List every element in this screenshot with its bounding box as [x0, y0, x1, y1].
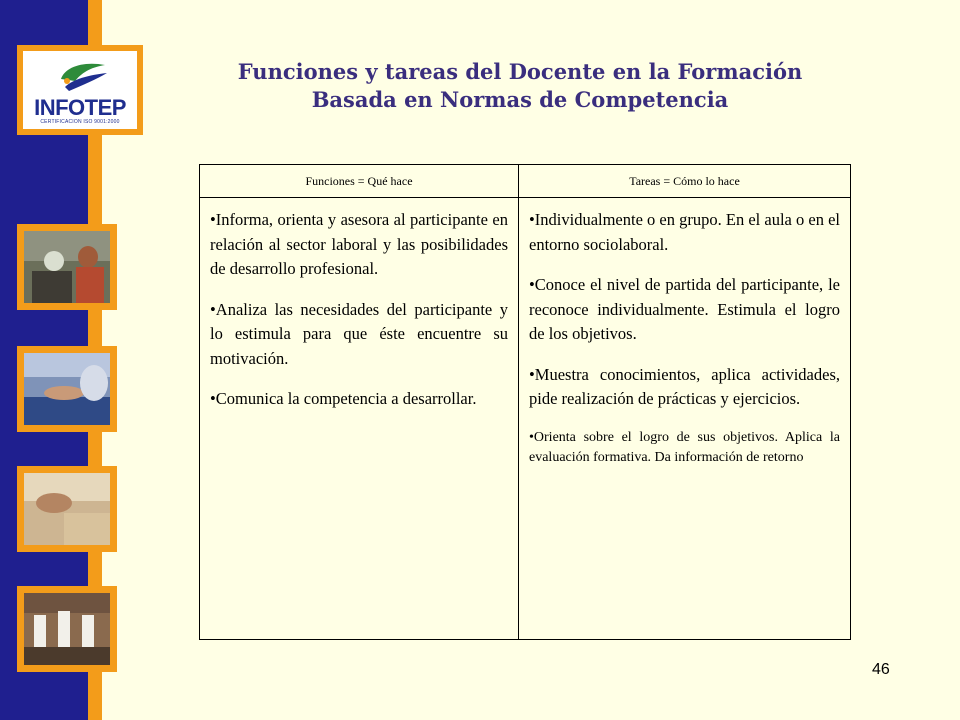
photo-carpentry — [17, 466, 117, 552]
page-title — [150, 58, 890, 114]
photo-crafting — [17, 346, 117, 432]
list-item: •Comunica la competencia a desarrollar. — [210, 389, 477, 408]
infotep-logo — [17, 45, 143, 135]
carpentry-photo — [24, 473, 110, 545]
functions-tasks-table — [199, 164, 851, 640]
list-item: •Conoce el nivel de partida del participante, le reconoce individualmente. Estimula el logro de los objetivos. — [529, 275, 840, 343]
photo-chefs — [17, 586, 117, 672]
bullet-icon: • — [529, 364, 535, 384]
chefs-kitchen-photo — [24, 593, 110, 665]
globe-icon — [53, 57, 113, 97]
welding-worker-photo — [24, 231, 110, 303]
bullet-icon: • — [529, 429, 534, 445]
bullet-icon: • — [210, 299, 216, 319]
table-body-row — [200, 198, 851, 640]
page-number: 46 — [872, 661, 890, 678]
tasks-cell — [519, 198, 851, 640]
bullet-icon: • — [210, 389, 216, 408]
bullet-icon: • — [529, 275, 535, 294]
functions-cell — [200, 198, 519, 640]
list-item: •Analiza las necesidades del participante y lo estimula para que éste encuentre su motivación. — [210, 299, 508, 368]
logo-subtitle: CERTIFICACION ISO 9001:2000 — [40, 119, 120, 125]
title-line-1: Funciones y tareas del Docente en la Formación — [237, 59, 803, 84]
bullet-icon: • — [210, 210, 216, 229]
list-item: •Individualmente o en grupo. En el aula o en el entorno sociolaboral. — [529, 210, 840, 254]
header-tasks: Tareas = Cómo lo hace — [519, 165, 851, 198]
logo-panel — [23, 51, 137, 129]
title-line-2: Basada en Normas de Competencia — [311, 87, 729, 112]
bullet-icon: • — [529, 210, 535, 229]
list-item: •Informa, orienta y asesora al participante en relación al sector laboral y las posibilidades de desarrollo profesional. — [210, 210, 508, 278]
list-item: •Muestra conocimientos, aplica actividades, pide realización de prácticas y ejercicios. — [529, 364, 840, 408]
table-header-row — [200, 165, 851, 198]
photo-welding — [17, 224, 117, 310]
hands-crafting-photo — [24, 353, 110, 425]
list-item: •Orienta sobre el logro de sus objetivos. Aplica la evaluación formativa. Da información de retorno — [529, 429, 840, 465]
logo-name: INFOTEP — [34, 95, 126, 120]
header-functions: Funciones = Qué hace — [200, 165, 519, 198]
